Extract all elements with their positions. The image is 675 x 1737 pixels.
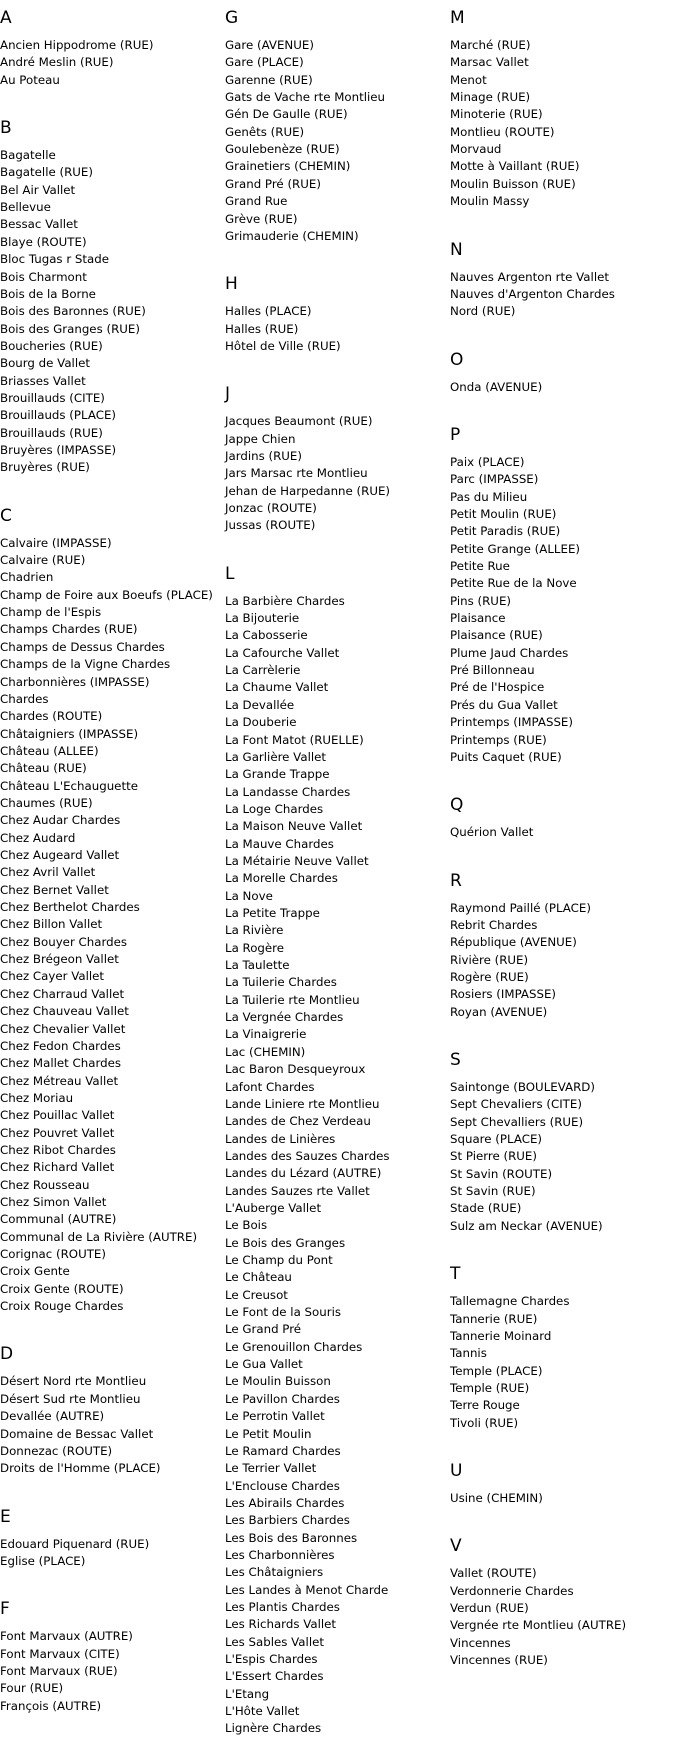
street-item: Droits de l'Homme (PLACE) xyxy=(0,1461,161,1476)
street-item: Communal (AUTRE) xyxy=(0,1212,117,1227)
street-item: Les Sables Vallet xyxy=(225,1634,324,1649)
street-item: Pas du Milieu xyxy=(450,489,528,504)
street-item: Gats de Vache rte Montlieu xyxy=(225,90,386,105)
street-item: St Savin (ROUTE) xyxy=(450,1166,553,1181)
street-item: Lac (CHEMIN) xyxy=(225,1044,306,1059)
street-item: Champ de l'Espis xyxy=(0,605,102,620)
street-item: L'Etang xyxy=(225,1686,270,1701)
street-item: Le Creusot xyxy=(225,1287,288,1302)
street-item: Garenne (RUE) xyxy=(225,72,313,87)
street-item: Petite Grange (ALLEE) xyxy=(450,541,581,556)
street-item: Les Charbonnières xyxy=(225,1547,335,1562)
street-item: Jacques Beaumont (RUE) xyxy=(225,414,373,429)
street-item: Font Marvaux (CITE) xyxy=(0,1646,120,1661)
street-item: Printemps (IMPASSE) xyxy=(450,715,573,730)
street-item: Le Font de la Souris xyxy=(225,1305,342,1320)
section-letter-c: C xyxy=(0,505,12,526)
street-item: La Métairie Neuve Vallet xyxy=(225,853,369,868)
street-item: Genêts (RUE) xyxy=(225,124,305,139)
street-item: Le Terrier Vallet xyxy=(225,1461,317,1476)
street-item: Chez Bouyer Chardes xyxy=(0,934,128,949)
street-item: Grainetiers (CHEMIN) xyxy=(225,159,351,174)
street-item: Le Perrotin Vallet xyxy=(225,1409,325,1424)
street-item: Chez Audard xyxy=(0,830,76,845)
street-item: Croix Rouge Chardes xyxy=(0,1299,124,1314)
street-item: Chez Avril Vallet xyxy=(0,865,96,880)
street-item: Vergnée rte Montlieu (AUTRE) xyxy=(450,1618,627,1633)
street-item: Font Marvaux (AUTRE) xyxy=(0,1629,133,1644)
street-item: Le Ramard Chardes xyxy=(225,1443,341,1458)
street-item: Edouard Piquenard (RUE) xyxy=(0,1536,150,1551)
street-item: Tannerie Moinard xyxy=(450,1328,552,1343)
street-item: La Garlière Vallet xyxy=(225,749,327,764)
street-item: Bois de la Borne xyxy=(0,286,96,301)
street-item: Désert Sud rte Montlieu xyxy=(0,1391,141,1406)
section-letter-b: B xyxy=(0,118,12,139)
street-item: Lac Baron Desqueyroux xyxy=(225,1062,366,1077)
section-letter-q: Q xyxy=(450,795,464,816)
street-item: Le Champ du Pont xyxy=(225,1253,333,1267)
street-item: Chez Pouillac Vallet xyxy=(0,1108,115,1123)
street-item: Tivoli (RUE) xyxy=(450,1415,519,1430)
street-item: Charbonnières (IMPASSE) xyxy=(0,674,150,689)
street-item: Halles (PLACE) xyxy=(225,304,312,319)
street-item: Calvaire (IMPASSE) xyxy=(0,535,112,550)
street-item: Grand Rue xyxy=(225,194,288,209)
street-item: Four (RUE) xyxy=(0,1681,64,1696)
street-item: Désert Nord rte Montlieu xyxy=(0,1374,147,1389)
street-item: Sept Chevalliers (RUE) xyxy=(450,1114,584,1129)
street-item: La Tuilerie rte Montlieu xyxy=(225,992,360,1007)
street-item: Le Pavillon Chardes xyxy=(225,1391,340,1406)
section-letter-d: D xyxy=(0,1344,14,1365)
street-item: Terre Rouge xyxy=(450,1398,520,1413)
street-item: La Carrèlerie xyxy=(225,663,301,678)
street-item: Plaisance (RUE) xyxy=(450,628,543,643)
street-item: Marché (RUE) xyxy=(450,38,531,52)
street-item: Paix (PLACE) xyxy=(450,454,525,469)
street-item: République (AVENUE) xyxy=(450,935,577,950)
street-item: Jars Marsac rte Montlieu xyxy=(225,466,368,481)
street-item: Le Château xyxy=(225,1270,292,1285)
street-item: Au Poteau xyxy=(0,72,60,87)
street-item: L'Auberge Vallet xyxy=(225,1200,322,1215)
street-item: Rivière (RUE) xyxy=(450,952,529,967)
street-item: Gén De Gaulle (RUE) xyxy=(225,107,348,122)
street-item: Rosiers (IMPASSE) xyxy=(450,987,557,1002)
street-item: Chez Moriau xyxy=(0,1090,74,1105)
street-item: La Mauve Chardes xyxy=(225,836,334,851)
street-item: Quérion Vallet xyxy=(450,825,534,840)
street-item: Croix Gente (ROUTE) xyxy=(0,1281,124,1296)
street-item: Chez Simon Vallet xyxy=(0,1195,107,1209)
street-item: La Landasse Chardes xyxy=(225,784,351,799)
street-item: La Grande Trappe xyxy=(225,767,330,782)
street-item: Briasses Vallet xyxy=(0,373,86,388)
street-item: La Devallée xyxy=(225,697,295,712)
street-item: La Chaume Vallet xyxy=(225,680,329,695)
street-item: La Cafourche Vallet xyxy=(225,645,340,660)
street-item: Temple (RUE) xyxy=(450,1380,530,1395)
street-item: Communal de La Rivière (AUTRE) xyxy=(0,1229,198,1244)
street-item: Nauves d'Argenton Chardes xyxy=(450,286,615,301)
street-item: Nord (RUE) xyxy=(450,304,516,319)
street-item: Chez Bernet Vallet xyxy=(0,882,109,897)
street-item: Gare (PLACE) xyxy=(225,55,304,70)
street-item: Marsac Vallet xyxy=(450,55,529,70)
section-letter-m: M xyxy=(450,8,465,28)
street-item: Hôtel de Ville (RUE) xyxy=(225,338,341,353)
street-item: Goulebenèze (RUE) xyxy=(225,142,340,157)
street-item: Bourg de Vallet xyxy=(0,356,90,371)
street-item: Vincennes xyxy=(450,1635,511,1650)
street-item: Minage (RUE) xyxy=(450,90,531,105)
street-item: Chez Mallet Chardes xyxy=(0,1056,121,1071)
street-item: Pins (RUE) xyxy=(450,593,511,608)
street-item: Corignac (ROUTE) xyxy=(0,1247,106,1262)
street-item: La Rivière xyxy=(225,923,284,938)
street-item: Nauves Argenton rte Vallet xyxy=(450,269,609,284)
street-item: Chez Rousseau xyxy=(0,1177,90,1192)
street-item: La Nove xyxy=(225,888,273,903)
section-letter-t: T xyxy=(450,1264,461,1285)
street-item: La Rogère xyxy=(225,940,285,955)
section-letter-a: A xyxy=(0,8,12,28)
street-item: Montlieu (ROUTE) xyxy=(450,124,555,139)
street-item: Chez Charraud Vallet xyxy=(0,986,125,1001)
street-item: La Vergnée Chardes xyxy=(225,1010,344,1025)
section-letter-v: V xyxy=(450,1536,462,1557)
street-item: Chez Chevalier Vallet xyxy=(0,1021,126,1036)
street-item: Raymond Paillé (PLACE) xyxy=(450,900,591,915)
street-item: Croix Gente xyxy=(0,1264,70,1279)
street-item: L'Espis Chardes xyxy=(225,1652,318,1667)
street-item: Grand Pré (RUE) xyxy=(225,176,321,191)
street-item: Jonzac (ROUTE) xyxy=(225,501,317,515)
street-item: Le Bois des Granges xyxy=(225,1235,346,1250)
street-item: Prés du Gua Vallet xyxy=(450,697,558,712)
street-item: Eglise (PLACE) xyxy=(0,1553,86,1568)
street-item: Champs de Dessus Chardes xyxy=(0,639,165,654)
street-item: Château (RUE) xyxy=(0,761,87,776)
street-item: Brouillauds (PLACE) xyxy=(0,408,117,423)
street-item: Le Petit Moulin xyxy=(225,1426,312,1441)
street-item: Champs de la Vigne Chardes xyxy=(0,657,171,672)
street-item: Jardins (RUE) xyxy=(225,448,302,463)
street-item: Ancien Hippodrome (RUE) xyxy=(0,38,154,52)
street-item: Morvaud xyxy=(450,142,502,157)
street-item: Le Gua Vallet xyxy=(225,1357,303,1372)
street-item: Rogère (RUE) xyxy=(450,969,529,984)
street-item: Chez Pouvret Vallet xyxy=(0,1125,115,1140)
street-item: La Cabosserie xyxy=(225,628,308,643)
street-item: Gare (AVENUE) xyxy=(225,38,314,52)
street-item: Chez Chauveau Vallet xyxy=(0,1004,129,1019)
street-item: Motte à Vaillant (RUE) xyxy=(450,159,580,174)
street-item: La Petite Trappe xyxy=(225,906,320,920)
street-item: Parc (IMPASSE) xyxy=(450,472,539,487)
street-item: Bagatelle (RUE) xyxy=(0,165,93,180)
street-item: La Morelle Chardes xyxy=(225,871,338,886)
street-item: Grève (RUE) xyxy=(225,211,298,226)
street-item: Landes de Chez Verdeau xyxy=(225,1114,371,1129)
street-item: Devallée (AUTRE) xyxy=(0,1409,105,1424)
street-item: Les Plantis Chardes xyxy=(225,1600,340,1614)
street-item: Bloc Tugas r Stade xyxy=(0,252,110,267)
street-item: Châtaigniers (IMPASSE) xyxy=(0,726,139,741)
street-item: Menot xyxy=(450,72,487,87)
street-item: Jappe Chien xyxy=(225,431,296,446)
street-item: Les Abirails Chardes xyxy=(225,1495,345,1510)
street-item: Petite Rue de la Nove xyxy=(450,576,577,591)
street-item: Les Châtaigniers xyxy=(225,1565,324,1580)
street-item: La Tuilerie Chardes xyxy=(225,975,337,990)
street-item: Landes du Lézard (AUTRE) xyxy=(225,1166,382,1181)
street-item: Les Barbiers Chardes xyxy=(225,1513,350,1528)
street-item: Pré Billonneau xyxy=(450,663,535,678)
street-item: Bessac Vallet xyxy=(0,217,78,232)
street-item: Temple (PLACE) xyxy=(450,1363,543,1378)
street-item: Sulz am Neckar (AVENUE) xyxy=(450,1218,603,1233)
street-item: Printemps (RUE) xyxy=(450,732,547,747)
section-letter-l: L xyxy=(225,563,235,584)
street-item: Chez Métreau Vallet xyxy=(0,1073,119,1088)
street-item: Tallemagne Chardes xyxy=(450,1294,570,1309)
street-item: Moulin Massy xyxy=(450,194,530,209)
street-item: St Pierre (RUE) xyxy=(450,1149,537,1164)
street-item: Royan (AVENUE) xyxy=(450,1004,548,1019)
section-letter-p: P xyxy=(450,424,461,445)
section-letter-f: F xyxy=(0,1599,10,1620)
street-item: Saintonge (BOULEVARD) xyxy=(450,1080,595,1094)
street-item: L'Hôte Vallet xyxy=(225,1704,300,1719)
section-letter-g: G xyxy=(225,8,239,28)
street-item: La Vinaigrerie xyxy=(225,1027,307,1042)
street-item: Moulin Buisson (RUE) xyxy=(450,176,576,191)
street-item: Verdonnerie Chardes xyxy=(450,1583,574,1598)
street-item: Vallet (ROUTE) xyxy=(450,1566,537,1581)
section-letter-o: O xyxy=(450,349,464,370)
street-item: Donnezac (ROUTE) xyxy=(0,1443,113,1458)
street-item: Minoterie (RUE) xyxy=(450,107,543,122)
street-item: Brouillauds (CITE) xyxy=(0,390,105,405)
street-item: Halles (RUE) xyxy=(225,321,299,336)
street-item: Chardes (ROUTE) xyxy=(0,709,103,724)
street-item: Verdun (RUE) xyxy=(450,1601,529,1615)
section-letter-e: E xyxy=(0,1506,11,1527)
street-item: Bellevue xyxy=(0,200,51,215)
street-item: La Douberie xyxy=(225,715,297,730)
street-item: Chardes xyxy=(0,691,49,706)
street-item: Blaye (ROUTE) xyxy=(0,234,87,249)
street-item: La Maison Neuve Vallet xyxy=(225,819,363,834)
street-item: Château (ALLEE) xyxy=(0,743,99,758)
section-letter-j: J xyxy=(225,384,231,405)
street-item: Petite Rue xyxy=(450,559,510,573)
street-item: Chez Billon Vallet xyxy=(0,917,103,932)
street-item: Tannerie (RUE) xyxy=(450,1311,538,1326)
street-item: Sept Chevaliers (CITE) xyxy=(450,1097,582,1112)
street-item: Château L'Echauguette xyxy=(0,778,138,793)
street-item: Chez Audar Chardes xyxy=(0,813,121,828)
section-letter-u: U xyxy=(450,1460,463,1481)
section-letter-s: S xyxy=(450,1050,461,1070)
street-item: Les Bois des Baronnes xyxy=(225,1530,358,1545)
section-letter-n: N xyxy=(450,239,463,260)
street-item: Champs Chardes (RUE) xyxy=(0,622,138,637)
street-item: Onda (AVENUE) xyxy=(450,379,543,394)
street-item: Lande Liniere rte Montlieu xyxy=(225,1096,380,1111)
street-item: Landes des Sauzes Chardes xyxy=(225,1148,390,1163)
street-item: Vincennes (RUE) xyxy=(450,1653,548,1668)
street-item: Plaisance xyxy=(450,611,506,626)
street-item: Chez Augeard Vallet xyxy=(0,848,120,862)
street-item: La Font Matot (RUELLE) xyxy=(225,732,364,747)
street-item: Chadrien xyxy=(0,570,54,585)
street-item: Bruyères (IMPASSE) xyxy=(0,443,117,457)
street-item: Landes de Linières xyxy=(225,1131,336,1146)
street-item: Tannis xyxy=(450,1346,487,1361)
street-item: Brouillauds (RUE) xyxy=(0,425,103,440)
street-item: Bruyères (RUE) xyxy=(0,460,90,475)
street-item: Calvaire (RUE) xyxy=(0,553,86,568)
street-item: Le Grenouillon Chardes xyxy=(225,1339,363,1354)
street-item: François (AUTRE) xyxy=(0,1698,102,1713)
street-item: Bagatelle xyxy=(0,148,56,163)
street-item: Lignère Chardes xyxy=(225,1721,322,1736)
street-item: Chez Cayer Vallet xyxy=(0,969,105,984)
section-letter-r: R xyxy=(450,870,462,891)
street-item: Jussas (ROUTE) xyxy=(225,518,316,533)
street-item: Champ de Foire aux Boeufs (PLACE) xyxy=(0,587,213,602)
street-item: Chaumes (RUE) xyxy=(0,795,93,810)
street-item: Domaine de Bessac Vallet xyxy=(0,1426,154,1441)
street-item: Le Grand Pré xyxy=(225,1322,302,1337)
street-item: L'Essert Chardes xyxy=(225,1669,324,1684)
street-item: L'Enclouse Chardes xyxy=(225,1478,340,1493)
street-item: Landes Sauzes rte Vallet xyxy=(225,1183,370,1198)
street-item: Le Moulin Buisson xyxy=(225,1374,331,1389)
street-item: Usine (CHEMIN) xyxy=(450,1490,543,1505)
street-item: Chez Brégeon Vallet xyxy=(0,952,119,967)
street-item: Bois Charmont xyxy=(0,269,87,284)
street-item: Chez Fedon Chardes xyxy=(0,1038,121,1053)
street-item: Bel Air Vallet xyxy=(0,182,76,197)
street-item: Plume Jaud Chardes xyxy=(450,645,569,660)
street-item: Boucheries (RUE) xyxy=(0,338,103,353)
street-item: La Taulette xyxy=(225,958,290,973)
street-item: Puits Caquet (RUE) xyxy=(450,749,562,764)
street-item: Les Richards Vallet xyxy=(225,1617,337,1632)
street-item: Les Landes à Menot Charde xyxy=(225,1582,389,1597)
street-item: Chez Berthelot Chardes xyxy=(0,900,140,915)
street-item: Rebrit Chardes xyxy=(450,917,538,932)
street-item: La Loge Chardes xyxy=(225,801,324,816)
street-item: Square (PLACE) xyxy=(450,1132,542,1147)
street-item: La Barbière Chardes xyxy=(225,593,345,608)
street-item: Grimauderie (CHEMIN) xyxy=(225,228,359,243)
street-item: La Bijouterie xyxy=(225,611,300,626)
street-item: Petit Paradis (RUE) xyxy=(450,524,561,539)
street-item: Font Marvaux (RUE) xyxy=(0,1663,118,1678)
street-item: Chez Ribot Chardes xyxy=(0,1142,116,1157)
street-item: André Meslin (RUE) xyxy=(0,55,114,70)
street-item: Le Bois xyxy=(225,1218,268,1233)
street-item: Chez Richard Vallet xyxy=(0,1160,115,1175)
street-item: Bois des Granges (RUE) xyxy=(0,321,140,336)
street-item: Stade (RUE) xyxy=(450,1201,522,1216)
street-item: Jehan de Harpedanne (RUE) xyxy=(225,483,391,498)
street-item: Lafont Chardes xyxy=(225,1079,315,1094)
section-letter-h: H xyxy=(225,274,238,295)
street-item: St Savin (RUE) xyxy=(450,1184,536,1199)
street-item: Petit Moulin (RUE) xyxy=(450,506,557,521)
street-item: Pré de l'Hospice xyxy=(450,680,545,695)
street-item: Bois des Baronnes (RUE) xyxy=(0,304,146,319)
